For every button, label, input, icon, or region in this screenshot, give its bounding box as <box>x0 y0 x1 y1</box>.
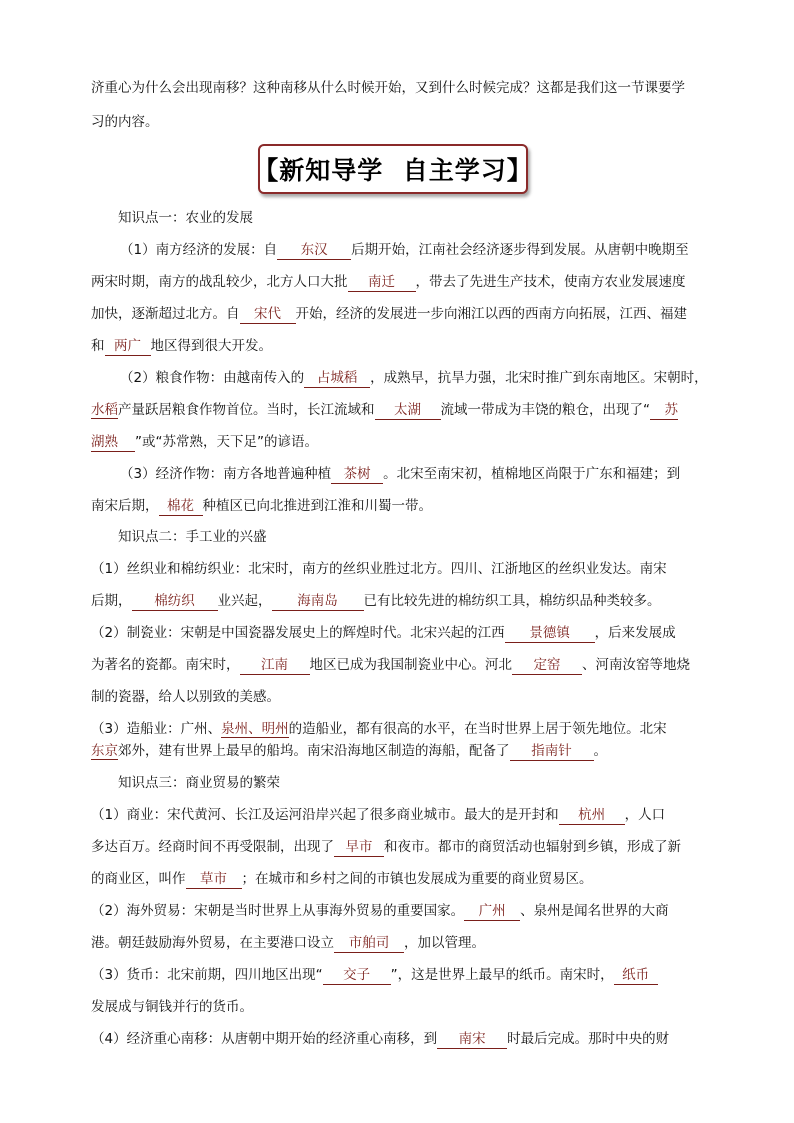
text: ；在城市和乡村之间的市镇也发展成为重要的商业贸易区。 <box>241 871 593 887</box>
text: ，后来发展成 <box>594 625 676 641</box>
blank-answer: 宋代 <box>240 305 296 324</box>
text: 地区已成为我国制瓷业中心。河北 <box>309 657 512 673</box>
text: ”或“苏常熟，天下足”的谚语。 <box>135 434 318 450</box>
kp2-heading-text: 知识点二：手工业的兴盛 <box>118 529 267 545</box>
kp3-p1-line-3 <box>0 868 794 890</box>
text: 南宋后期， <box>91 498 159 514</box>
text: 。 <box>593 743 607 759</box>
text: 产量跃居粮食作物首位。当时，长江流域和 <box>118 402 375 418</box>
text: 时最后完成。那时中央的财 <box>507 1031 670 1047</box>
blank-answer: 早市 <box>334 838 384 857</box>
blank-answer: 广州 <box>464 902 520 921</box>
blank-answer: 草市 <box>186 870 242 889</box>
kp2-p2-line-1 <box>0 622 794 644</box>
kp1-heading-text: 知识点一：农业的发展 <box>118 210 253 226</box>
blank-answer: 景德镇 <box>505 624 595 643</box>
blank-answer: 交子 <box>323 966 391 985</box>
text: （1）商业：宋代黄河、长江及运河沿岸兴起了很多商业城市。最大的是开封和 <box>91 807 559 823</box>
text: ，带去了先进生产技术，使南方农业发展速度 <box>415 274 686 290</box>
kp1-p2-line-1 <box>0 367 794 389</box>
blank-answer: 太湖 <box>375 401 441 420</box>
kp1-p3-line-1 <box>0 463 794 485</box>
kp2-p3-line-2 <box>0 740 794 762</box>
text: （4）经济重心南移：从唐朝中期开始的经济重心南移，到 <box>91 1031 438 1047</box>
kp1-p1-line-3 <box>0 303 794 325</box>
kp1-p1-line-2 <box>0 271 794 293</box>
blank-answer: 指南针 <box>510 742 594 761</box>
text: 、泉州是闻名世界的大商 <box>520 903 669 919</box>
text: 流域一带成为丰饶的粮仓，出现了“ <box>440 402 650 418</box>
text: 业兴起， <box>217 593 272 609</box>
kp1-heading <box>0 207 794 229</box>
text: 的商业区，叫作 <box>91 871 186 887</box>
text: （1）丝织业和棉纺织业：北宋时，南方的丝织业胜过北方。四川、江浙地区的丝织业发达。南宋 <box>91 561 667 577</box>
intro-line-2 <box>0 111 794 133</box>
text: 开始，经济的发展进一步向湘江以西的西南方向拓展，江西、福建 <box>295 306 687 322</box>
text: （3）造船业：广州、 <box>91 721 222 737</box>
blank-answer: 苏 <box>650 401 678 420</box>
kp1-p1-line-1 <box>0 239 794 261</box>
text: 的造船业，都有很高的水平，在当时世界上居于领先地位。北宋 <box>288 721 667 737</box>
blank-answer: 海南岛 <box>272 592 364 611</box>
blank-answer: 南宋 <box>437 1030 507 1049</box>
blank-answer: 定窑 <box>512 656 582 675</box>
kp3-p3-line-1 <box>0 964 794 986</box>
kp1-p2-line-3 <box>0 431 794 453</box>
kp3-p1-line-1 <box>0 804 794 826</box>
text: ”，这是世界上最早的纸币。南宋时， <box>390 967 614 983</box>
text: 后期， <box>91 593 132 609</box>
text: （1）南方经济的发展：自 <box>120 242 278 258</box>
blank-answer: 南迁 <box>348 273 416 292</box>
underlined-answer: 泉州、明州 <box>221 721 289 737</box>
blank-answer: 棉花 <box>159 497 203 516</box>
text: 和 <box>91 338 105 354</box>
text: （2）粮食作物：由越南传入的 <box>120 370 305 386</box>
kp3-p4-line-1 <box>0 1028 794 1050</box>
text: 、河南汝窑等地烧 <box>582 657 690 673</box>
kp3-p3-line-2 <box>0 996 794 1018</box>
text: 加快，逐渐超过北方。自 <box>91 306 240 322</box>
underlined-answer: 水稻 <box>91 402 118 418</box>
text: 已有比较先进的棉纺织工具，棉纺织品种类较多。 <box>363 593 661 609</box>
blank-answer: 市舶司 <box>334 934 404 953</box>
text: 和夜市。都市的商贸活动也辐射到乡镇，形成了新 <box>384 839 681 855</box>
text: （3）经济作物：南方各地普遍种植 <box>120 466 332 482</box>
blank-answer: 占城稻 <box>304 369 370 388</box>
kp2-p2-line-3 <box>0 686 794 708</box>
intro-line-1 <box>0 77 794 99</box>
kp2-p1-line-2 <box>0 590 794 612</box>
section-title: 【新知导学 自主学习】 <box>253 156 533 185</box>
intro-text-2: 习的内容。 <box>91 114 159 130</box>
underlined-answer: 东京 <box>91 743 118 759</box>
text: 港。朝廷鼓励海外贸易，在主要港口设立 <box>91 935 334 951</box>
text: ，人口 <box>624 807 666 823</box>
blank-answer: 杭州 <box>559 806 625 825</box>
kp3-heading <box>0 772 794 794</box>
text: 郊外，建有世界上最早的船坞。南宋沿海地区制造的海船，配备了 <box>118 743 510 759</box>
blank-answer: 茶树 <box>331 465 383 484</box>
blank-answer: 两广 <box>105 337 151 356</box>
text: 多达百万。经商时间不再受限制，出现了 <box>91 839 334 855</box>
kp1-p2-line-2 <box>0 399 794 421</box>
text: （2）海外贸易：宋朝是当时世界上从事海外贸易的重要国家。 <box>91 903 465 919</box>
text: 为著名的瓷都。南宋时， <box>91 657 240 673</box>
kp3-p2-line-2 <box>0 932 794 954</box>
text: 制的瓷器，给人以别致的美感。 <box>91 689 280 705</box>
blank-answer: 湖熟 <box>91 433 135 452</box>
kp2-p2-line-2 <box>0 654 794 676</box>
kp3-heading-text: 知识点三：商业贸易的繁荣 <box>118 775 280 791</box>
section-title-box <box>253 144 533 194</box>
kp2-p3-line-1 <box>0 718 794 740</box>
text: 两宋时期，南方的战乱较少，北方人口大批 <box>91 274 348 290</box>
kp2-p1-line-1 <box>0 558 794 580</box>
kp3-p2-line-1 <box>0 900 794 922</box>
text: （2）制瓷业：宋朝是中国瓷器发展史上的辉煌时代。北宋兴起的江西 <box>91 625 505 641</box>
kp1-p1-line-4 <box>0 335 794 357</box>
text: 后期开始，江南社会经济逐步得到发展。从唐朝中晚期至 <box>351 242 689 258</box>
kp3-p1-line-2 <box>0 836 794 858</box>
blank-answer: 东汉 <box>277 241 351 260</box>
text: 发展成与铜钱并行的货币。 <box>91 999 253 1015</box>
text: 。北宋至南宋初，植棉地区尚限于广东和福建；到 <box>383 466 681 482</box>
intro-text-1: 济重心为什么会出现南移？这种南移从什么时候开始，又到什么时候完成？这都是我们这一节课要学 <box>91 80 685 96</box>
text: 地区得到很大开发。 <box>150 338 272 354</box>
text: ，成熟早，抗旱力强，北宋时推广到东南地区。宋朝时， <box>370 370 708 386</box>
blank-answer: 江南 <box>240 656 310 675</box>
kp1-p3-line-2 <box>0 495 794 517</box>
blank-answer: 棉纺织 <box>132 592 218 611</box>
text: 种植区已向北推进到江淮和川蜀一带。 <box>202 498 432 514</box>
blank-answer: 纸币 <box>614 966 658 985</box>
text: （3）货币：北宋前期，四川地区出现“ <box>91 967 323 983</box>
text: ，加以管理。 <box>404 935 485 951</box>
kp2-heading <box>0 526 794 548</box>
